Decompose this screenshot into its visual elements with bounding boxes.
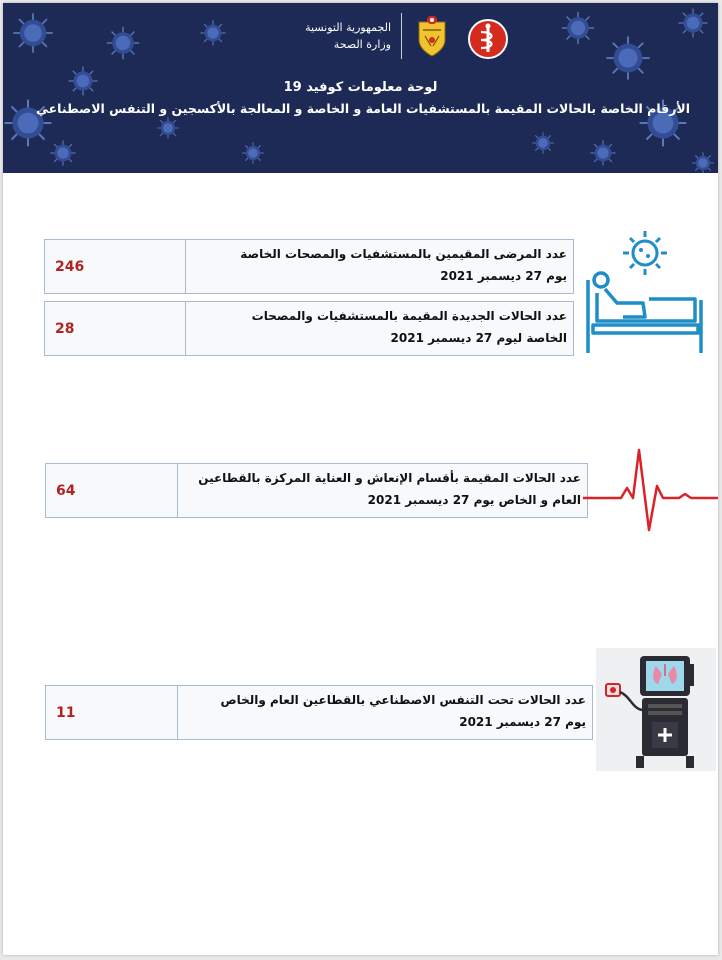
heartbeat-icon [583, 446, 718, 536]
stat-label [178, 686, 592, 739]
stat-label-line-1: عدد الحالات الجديدة المقيمة بالمستشفيات والمصحات [251, 309, 567, 323]
stat-row-icu [45, 463, 588, 518]
org-line-2: وزارة الصحة [333, 38, 391, 51]
stat-label [186, 240, 573, 293]
hospital-bed-icon [583, 225, 708, 355]
stat-label-line-1: عدد الحالات المقيمة بأقسام الإنعاش و العناية المركزة بالقطاعين [198, 471, 581, 485]
stat-label-line-1: عدد المرضى المقيمين بالمستشفيات والمصحات الخاصة [240, 247, 567, 261]
infographic-page [3, 3, 718, 955]
stat-label-line-2: الخاصة ليوم 27 ديسمبر 2021 [390, 331, 567, 345]
stat-label [186, 302, 573, 355]
ventilator-icon [596, 648, 716, 771]
stat-value: 64 [56, 482, 76, 499]
page-subtitle: الأرقام الخاصة بالحالات المقيمة بالمستشفيات العامة و الخاصة و المعالجة بالأكسجين و التنفس الاصطناعي [36, 101, 690, 116]
stat-row-inpatients [44, 239, 574, 294]
ministry-health-logo-icon [467, 18, 509, 60]
header-banner [3, 3, 718, 173]
stat-label-line-2: العام و الخاص يوم 27 ديسمبر 2021 [367, 493, 581, 507]
stat-label-line-2: يوم 27 ديسمبر 2021 [440, 269, 567, 283]
stat-value: 246 [55, 258, 85, 275]
org-line-1: الجمهورية التونسية [305, 21, 391, 34]
page-title: لوحة معلومات كوفيد 19 [283, 80, 438, 95]
stat-label-line-2: يوم 27 ديسمبر 2021 [459, 715, 586, 729]
ministry-name [297, 19, 391, 53]
stat-row-ventilator [45, 685, 593, 740]
stat-label [178, 464, 587, 517]
stat-row-new-cases [44, 301, 574, 356]
tunisia-coat-of-arms-icon [415, 16, 449, 58]
logo-divider [401, 13, 402, 59]
stat-label-line-1: عدد الحالات تحت التنفس الاصطناعي بالقطاعين العام والخاص [220, 693, 586, 707]
stat-value: 11 [56, 704, 76, 721]
stat-value: 28 [55, 320, 75, 337]
